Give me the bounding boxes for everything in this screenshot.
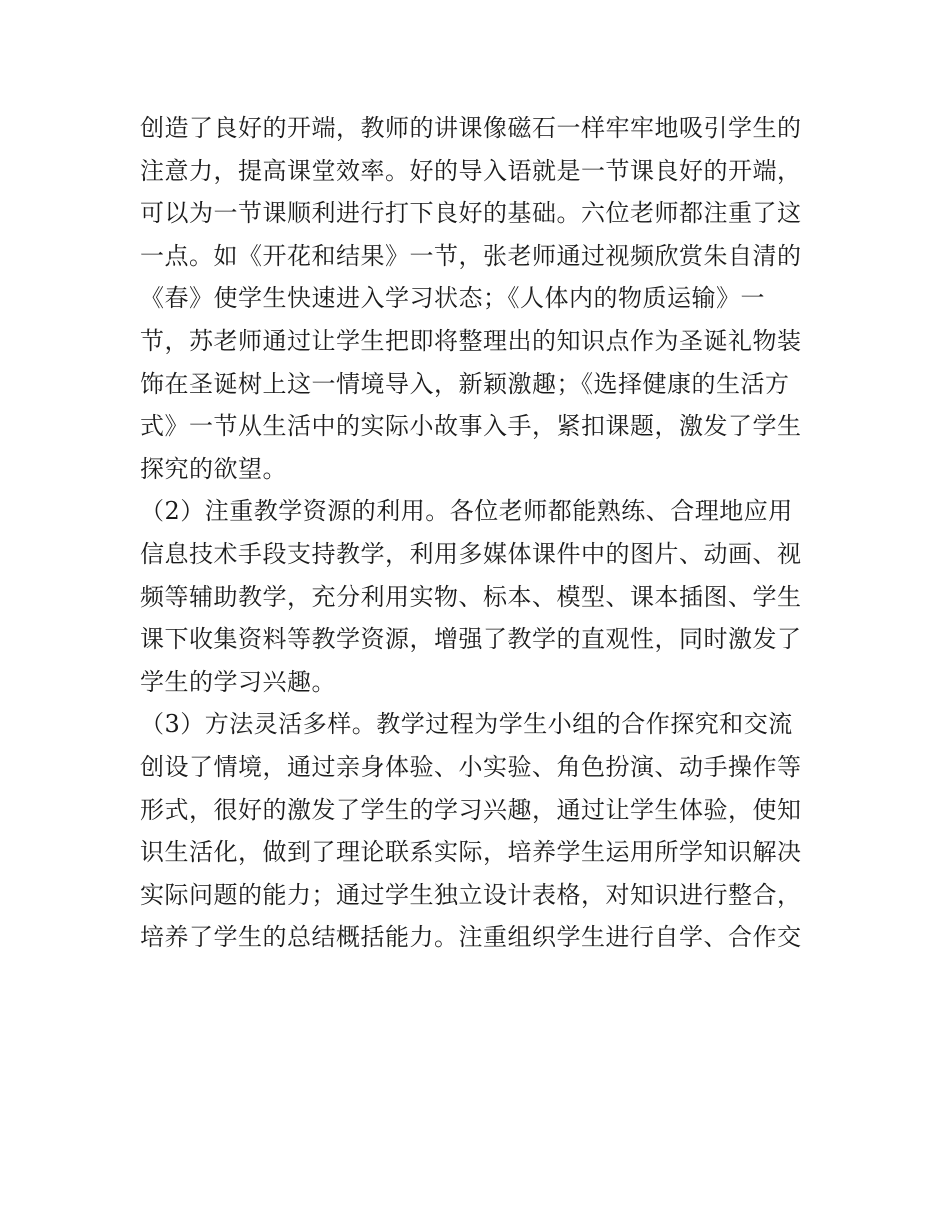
text-line: 频等辅助教学，充分利用实物、标本、模型、课本插图、学生 [140, 582, 802, 611]
text-line: 探究的欲望。 [140, 454, 287, 483]
text-line: 识生活化，做到了理论联系实际，培养学生运用所学知识解决 [140, 838, 802, 867]
text-line: 《春》使学生快速进入学习状态；《人体内的物质运输》一 [140, 284, 765, 313]
text-line: （3）方法灵活多样。教学过程为学生小组的合作探究和交流 [140, 710, 793, 739]
text-line: 培养了学生的总结概括能力。注重组织学生进行自学、合作交 [140, 923, 802, 952]
text-line: 节，苏老师通过让学生把即将整理出的知识点作为圣诞礼物装 [140, 326, 802, 355]
text-line: 一点。如《开花和结果》一节，张老师通过视频欣赏朱自清的 [140, 241, 802, 270]
text-line: 饰在圣诞树上这一情境导入，新颖激趣；《选择健康的生活方 [140, 369, 790, 398]
text-line: 注意力，提高课堂效率。好的导入语就是一节课良好的开端， [140, 156, 802, 185]
text-line: 可以为一节课顺利进行打下良好的基础。六位老师都注重了这 [140, 199, 802, 228]
body-text [140, 107, 820, 959]
text-line: 创造了良好的开端，教师的讲课像磁石一样牢牢地吸引学生的 [140, 114, 802, 142]
text-line: 课下收集资料等教学资源，增强了教学的直观性，同时激发了 [140, 625, 802, 654]
text-line: 信息技术手段支持教学，利用多媒体课件中的图片、动画、视 [140, 539, 802, 568]
text-line: 式》一节从生活中的实际小故事入手，紧扣课题，激发了学生 [140, 412, 802, 441]
text-line: 形式，很好的激发了学生的学习兴趣，通过让学生体验，使知 [140, 795, 802, 824]
text-line: 学生的学习兴趣。 [140, 667, 336, 696]
text-line: 创设了情境，通过亲身体验、小实验、角色扮演、动手操作等 [140, 752, 802, 781]
text-line: （2）注重教学资源的利用。各位老师都能熟练、合理地应用 [140, 497, 793, 526]
text-line: 实际问题的能力；通过学生独立设计表格，对知识进行整合， [140, 880, 802, 909]
